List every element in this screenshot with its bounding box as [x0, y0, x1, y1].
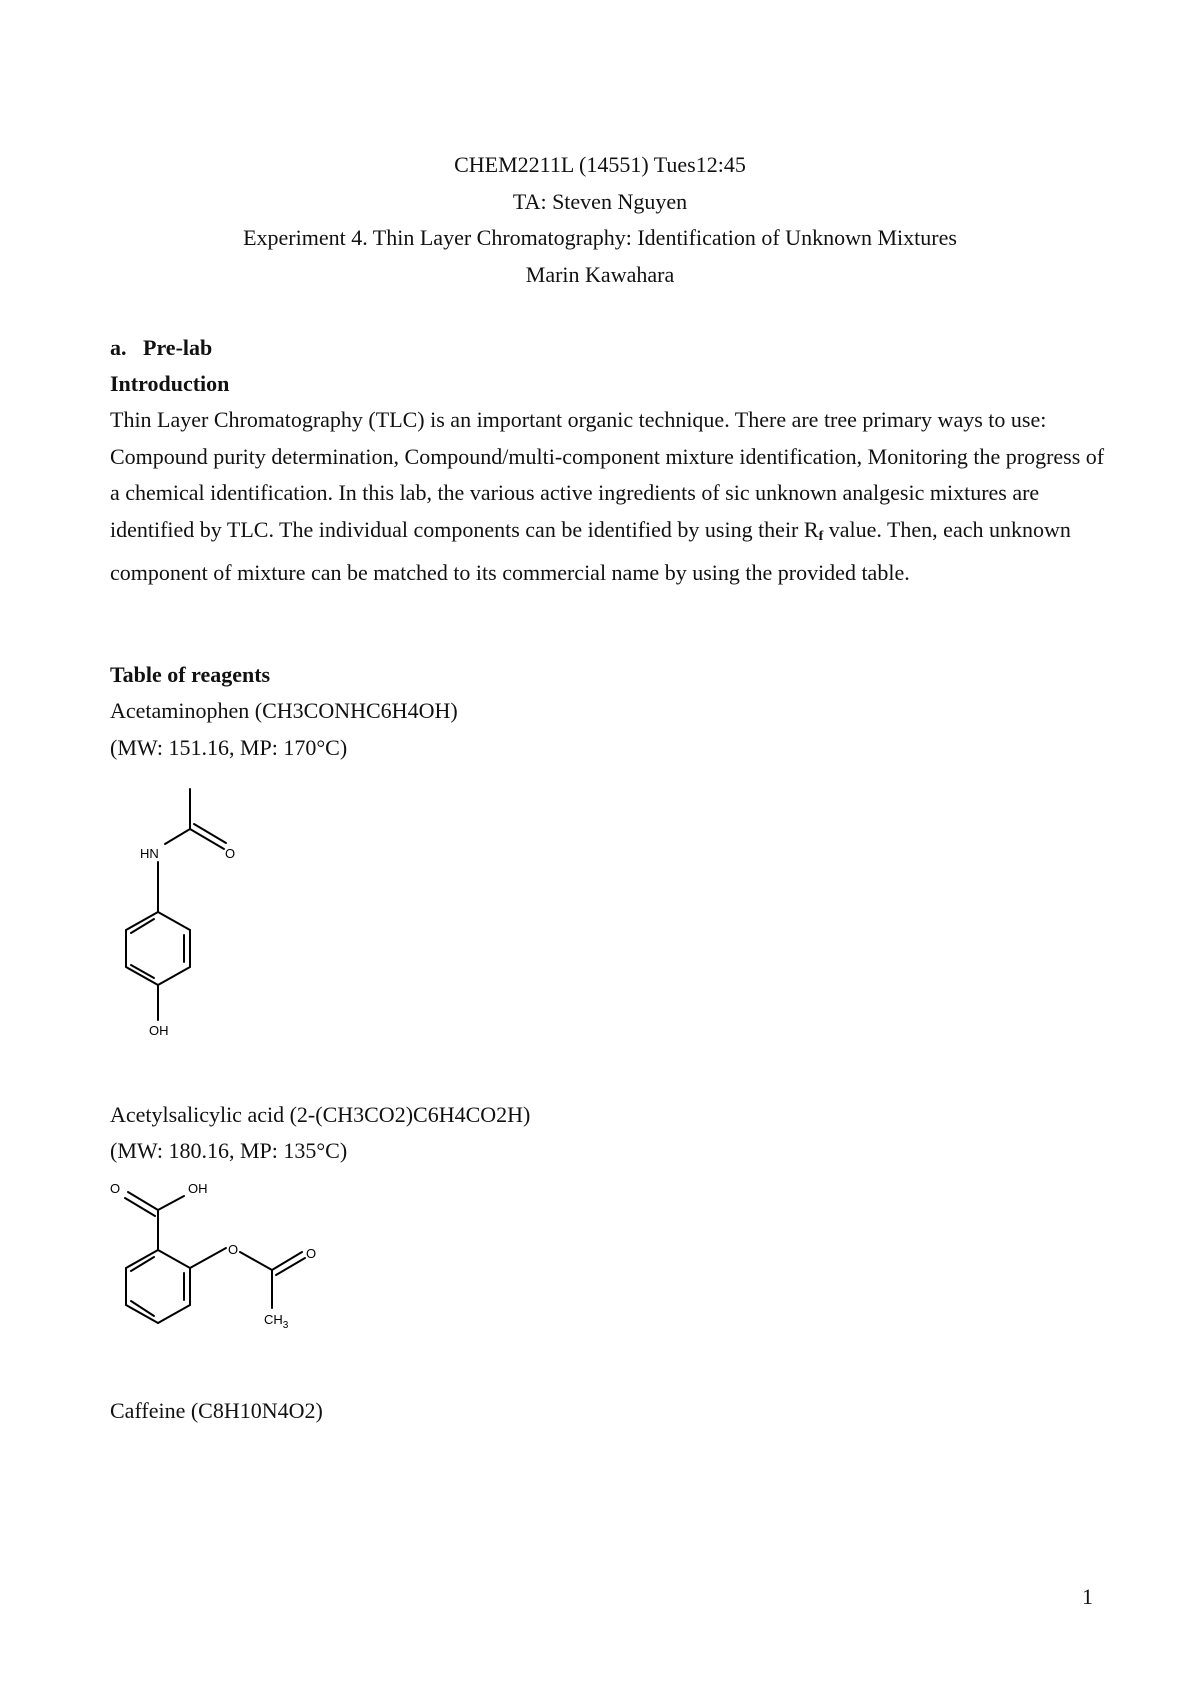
acetylsalicylic-acid-properties: (MW: 180.16, MP: 135°C) — [110, 1138, 348, 1163]
nh-atom-label: HN — [140, 846, 159, 861]
ta-line: TA: Steven Nguyen — [512, 189, 688, 214]
acetaminophen-properties: (MW: 151.16, MP: 170°C) — [110, 735, 348, 760]
hydroxyl-atom-label: OH — [188, 1181, 208, 1196]
carbonyl-o-atom-label: O — [110, 1181, 121, 1196]
acetyl-o-atom-label: O — [306, 1246, 317, 1261]
page-number: 1 — [1082, 1584, 1093, 1609]
intro-text-part1: Thin Layer Chromatography (TLC) is an important organic technique. There are tree primary ways to use: Compound purity determination, Compound/multi-component mixture identification, Monitoring the progress of a chemical identification. In this lab, the various active ingredients of sic unknown analgesic mixtures are identified by TLC. The individual components can be identified by using their R — [110, 407, 1105, 542]
introduction-heading: Introduction — [110, 371, 230, 396]
author-line: Marin Kawahara — [525, 262, 675, 287]
acetaminophen-name: Acetaminophen (CH3CONHC6H4OH) — [110, 698, 458, 723]
caffeine-name: Caffeine (C8H10N4O2) — [110, 1398, 323, 1423]
intro-text-part2: value. Then, each unknown component of mixture can be matched to its commercial name by using the provided table. — [110, 516, 1071, 586]
hydroxyl-atom-label: OH — [149, 1023, 169, 1038]
rf-subscript: f — [818, 528, 824, 544]
reagents-heading: Table of reagents — [110, 662, 271, 687]
methyl-group-label: $CH_3$ — [264, 1312, 289, 1331]
acetylsalicylic-acid-name: Acetylsalicylic acid (2-(CH3CO2)C6H4CO2H) — [110, 1102, 531, 1127]
section-heading: a. Pre-lab — [110, 335, 213, 360]
course-line: CHEM2211L (14551) Tues12:45 — [454, 152, 746, 177]
ester-o-atom-label: O — [228, 1242, 239, 1257]
carbonyl-o-atom-label: O — [225, 846, 236, 861]
experiment-title: Experiment 4. Thin Layer Chromatography: Identification of Unknown Mixtures — [243, 225, 957, 250]
